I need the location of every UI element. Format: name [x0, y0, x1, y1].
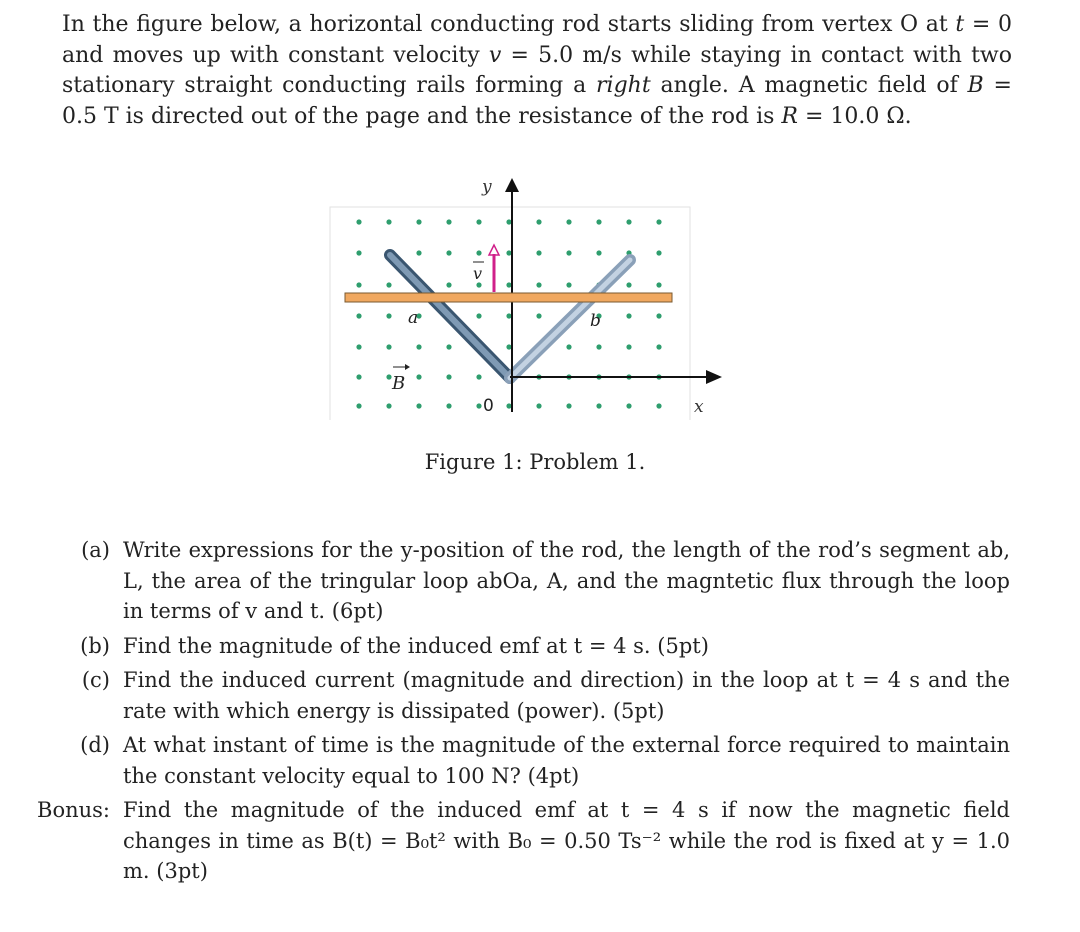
- question-a: [0, 535, 1080, 627]
- right-rail-highlight: [510, 260, 630, 378]
- field-dot: [356, 219, 361, 224]
- field-dot: [566, 403, 571, 408]
- question-text: Find the magnitude of the induced emf at t = 4 s. (5pt): [123, 633, 709, 658]
- field-dot: [656, 250, 661, 255]
- field-dot: [566, 250, 571, 255]
- field-dot: [506, 344, 511, 349]
- field-dot: [356, 374, 361, 379]
- field-dot: [596, 344, 601, 349]
- intro-t-symbol: t: [955, 12, 965, 37]
- x-axis-arrowhead: [706, 370, 722, 384]
- field-dot: [626, 403, 631, 408]
- field-dot: [566, 344, 571, 349]
- field-dot: [356, 250, 361, 255]
- x-axis-label: x: [694, 397, 704, 417]
- field-dot: [386, 344, 391, 349]
- intro-right-word: right: [596, 73, 651, 98]
- field-dot: [356, 313, 361, 318]
- intro-B-symbol: B: [967, 73, 984, 98]
- field-dot: [656, 344, 661, 349]
- field-dot: [536, 403, 541, 408]
- field-dot: [626, 282, 631, 287]
- origin-label: 0: [483, 396, 494, 416]
- field-dot: [656, 282, 661, 287]
- field-label: B: [392, 373, 406, 394]
- question-text: Find the magnitude of the induced emf at t = 4 s if now the magnetic field changes in time as B(t) = B₀t² with B₀ = 0.50 Ts⁻² while the rod is fixed at y = 1.0 m. (3pt): [123, 798, 1010, 883]
- intro-text-5: = 0.5 T is directed out of the page and the resistance of the rod is: [62, 73, 1012, 129]
- field-dot: [506, 219, 511, 224]
- field-dot: [566, 219, 571, 224]
- question-c: [0, 665, 1080, 726]
- intro-text-2: = 0 and moves up with constant velocity: [62, 12, 1012, 68]
- question-label: Bonus:: [37, 798, 110, 822]
- question-label: (c): [81, 668, 110, 692]
- field-dot: [416, 219, 421, 224]
- field-dot: [656, 219, 661, 224]
- field-dot: [356, 282, 361, 287]
- problem-figure: [320, 170, 740, 420]
- intro-text-6: = 10.0 Ω.: [797, 103, 912, 129]
- question-text: Find the induced current (magnitude and direction) in the loop at t = 4 s and the rate with which energy is dissipated (power). (5pt): [123, 668, 1010, 723]
- field-dot: [416, 403, 421, 408]
- conducting-rod: [345, 293, 672, 302]
- y-axis-label: y: [482, 177, 492, 197]
- question-text: At what instant of time is the magnitude of the external force required to maintain the constant velocity equal to 100 N? (4pt): [123, 733, 1010, 788]
- field-dot: [656, 313, 661, 318]
- field-dot: [476, 403, 481, 408]
- question-bonus: [0, 795, 1080, 887]
- field-dot: [356, 403, 361, 408]
- field-dot: [506, 313, 511, 318]
- field-dot: [566, 282, 571, 287]
- field-dot: [506, 282, 511, 287]
- question-label: (b): [80, 633, 110, 658]
- field-dot: [536, 250, 541, 255]
- point-a-label: a: [408, 308, 419, 328]
- field-dot: [476, 374, 481, 379]
- field-dot: [416, 374, 421, 379]
- field-dot: [446, 250, 451, 255]
- y-axis-arrowhead: [505, 178, 519, 192]
- field-dot: [536, 219, 541, 224]
- field-dot: [446, 403, 451, 408]
- field-dot: [536, 313, 541, 318]
- field-dot: [476, 313, 481, 318]
- velocity-arrowhead: [489, 245, 499, 255]
- field-dot: [416, 250, 421, 255]
- intro-text-3: = 5.0 m/s while staying in contact with two stationary straight conducting rails forming a: [62, 42, 1012, 98]
- field-dot: [476, 250, 481, 255]
- field-dot: [446, 219, 451, 224]
- intro-text-1: In the figure below, a horizontal conducting rod starts sliding from vertex O at: [62, 12, 956, 37]
- field-dot: [506, 250, 511, 255]
- field-dot: [446, 374, 451, 379]
- field-dot: [386, 403, 391, 408]
- intro-R-symbol: R: [781, 103, 798, 129]
- question-label: (a): [81, 538, 110, 562]
- point-b-label: b: [590, 311, 601, 331]
- field-dot: [356, 344, 361, 349]
- field-dot: [596, 219, 601, 224]
- field-dot: [446, 344, 451, 349]
- question-text: Write expressions for the y-position of the rod, the length of the rod’s segment ab, L, the area of the tringular loop abOa, A, and the magntetic flux through the loop in terms of v and t. (6pt): [123, 538, 1010, 623]
- velocity-label: v: [473, 264, 483, 283]
- field-dot: [626, 344, 631, 349]
- field-dot: [626, 219, 631, 224]
- field-dot: [416, 344, 421, 349]
- field-dot: [656, 403, 661, 408]
- field-dot: [386, 374, 391, 379]
- field-dot: [476, 219, 481, 224]
- question-d: [0, 730, 1080, 791]
- question-b: [0, 631, 1080, 662]
- field-vector-arrowhead: [405, 364, 410, 370]
- field-dot: [596, 250, 601, 255]
- figure-frame: [330, 207, 690, 420]
- field-dot: [386, 282, 391, 287]
- field-dot: [386, 219, 391, 224]
- field-dot: [476, 282, 481, 287]
- intro-text-4: angle. A magnetic field of: [650, 73, 968, 98]
- figure-caption: [0, 450, 1080, 474]
- problem-statement: [62, 10, 1012, 132]
- figure-caption-text: Figure 1: Problem 1.: [424, 450, 646, 474]
- intro-v-symbol: v: [488, 42, 502, 68]
- field-dot: [506, 403, 511, 408]
- field-dot: [446, 282, 451, 287]
- field-dot: [386, 313, 391, 318]
- field-dot: [596, 403, 601, 408]
- field-dot: [626, 313, 631, 318]
- field-dot: [536, 282, 541, 287]
- question-list: [0, 535, 1080, 887]
- question-label: (d): [80, 733, 110, 757]
